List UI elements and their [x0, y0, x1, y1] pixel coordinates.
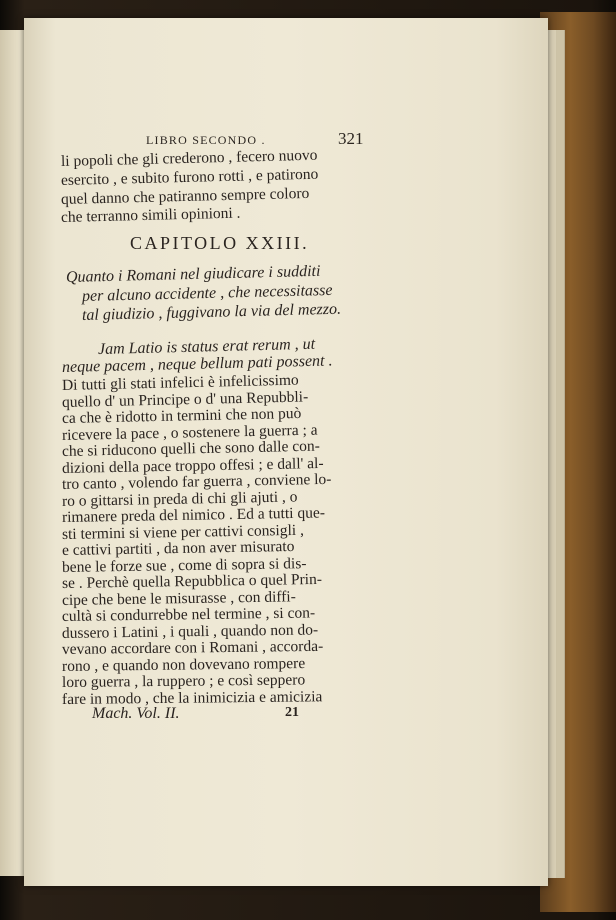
text-line: che terranno simili opinioni .	[60, 204, 241, 226]
body-line: tro canto , volendo far guerra , conviene lo-	[61, 470, 332, 494]
body-line: bene le forze sue , come di sopra si dis-	[61, 554, 307, 576]
body-line: sti termini si viene per cattivi consigli ,	[61, 521, 305, 543]
running-title: LIBRO SECONDO .	[146, 133, 266, 147]
chapter-title: CAPITOLO XXIII.	[130, 233, 310, 253]
chapter-subtitle-line: Quanto i Romani nel giudicare i sudditi	[65, 262, 321, 286]
chapter-subtitle-line: per alcuno accidente , che necessitasse	[81, 281, 333, 305]
body-line: e cattivi partiti , da non aver misurato	[61, 538, 295, 560]
body-line: cipe che bene le misurasse , con diffi-	[61, 588, 296, 609]
body-line: fare in modo , che la inimicizia e amicizia	[61, 688, 323, 708]
signature-number: 21	[285, 705, 299, 720]
page-number: 321	[338, 129, 364, 148]
body-line: dizioni della pace troppo offesi ; e dall' al-	[61, 454, 324, 477]
body-line: che si riducono quelli che sono dalle con-	[61, 437, 320, 461]
body-line: loro guerra , la ruppero ; e così seppero	[61, 671, 306, 692]
body-line: dussero i Latini , i quali , quando non do-	[61, 621, 319, 642]
quote-line: neque pacem , neque bellum pati possent .	[61, 352, 333, 376]
text-line: quel danno che patiranno sempre coloro	[60, 184, 310, 208]
body-line: vevano accordare con i Romani , accorda-	[61, 638, 324, 659]
body-line: ro o gittarsi in preda di chi gli ajuti , o	[61, 488, 298, 510]
signature-mark: Mach. Vol. II.	[92, 705, 180, 722]
text-line: esercito , e subito furono rotti , e patirono	[60, 165, 319, 189]
body-line: se . Perchè quella Repubblica o quel Prin-	[61, 571, 323, 593]
body-line: rono , e quando non dovevano rompere	[61, 654, 306, 675]
body-line: Di tutti gli stati infelici è infelicissimo	[61, 371, 299, 394]
body-line: ricevere la pace , o sostenere la guerra ; a	[61, 421, 318, 444]
quote-line: Jam Latio is status erat rerum , ut	[97, 335, 316, 358]
body-line: quello d' un Principe o d' una Repubbli-	[61, 387, 309, 411]
body-line: cultà si condurrebbe nel termine , si con-	[61, 604, 316, 626]
body-line: ca che è ridotto in termini che non può	[61, 405, 302, 428]
text-line: li popoli che gli crederono , fecero nuovo	[60, 146, 318, 170]
body-line: rimanere preda del nimico . Ed a tutti que-	[61, 504, 326, 527]
chapter-subtitle-line: tal giudizio , fuggivano la via del mezzo.	[81, 300, 342, 324]
